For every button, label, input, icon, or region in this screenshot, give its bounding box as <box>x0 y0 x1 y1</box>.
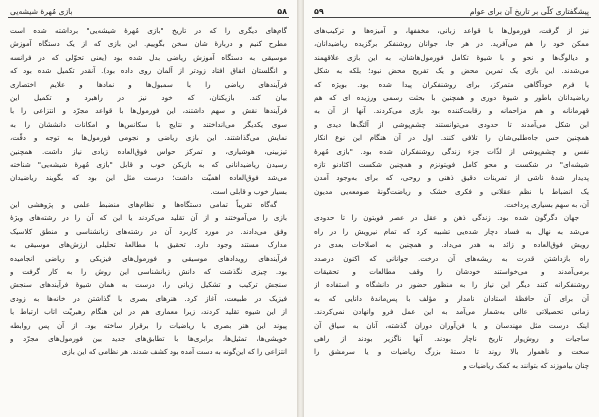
text-line: همچنین حس جاه‌طلبی‌شان را تلافی کنند. اول در آن هنگام این نوع انکار <box>314 133 589 143</box>
text-line: می‌شد به نهال به فساد دچار شده‌یی تشبیه کرد که تمام نیرویش را در راه <box>314 226 589 236</box>
text-line: برمی‌آمدند و می‌خواستند خودشان را وقف مطالعات و تحقیقات <box>314 267 589 277</box>
text-line: شیشه‌ای" در شکست و محو کامل فویتونزم و همچنین شکست اکثادنو تازه <box>314 159 589 169</box>
text-line: خویشی‌ها، تمثیل‌ها، برابری‌ها با تطابق‌های جدید بین فورمول‌های مجرّد و <box>10 333 287 343</box>
text-line: انتزاعی را که این‌گونه به دست آمده بود کشف شدند. هر نظامی که این بازی <box>61 347 287 357</box>
right-page <box>304 0 599 417</box>
running-title: بازی مُهرهٔ شیشه‌یی <box>10 6 73 16</box>
text-line: پدیدار شدهٔ ناشی از تمرینات دقیق ذهنی و روحی، که برای به‌وجود آمدن <box>314 173 589 183</box>
text-line: این شکل می‌آمدند تا حدودی می‌توانستند چشم‌پوشی از آلتگ‌ها دیدی و <box>314 119 589 129</box>
page-number: ۵۹ <box>314 6 324 16</box>
text-line: بسیار خوب و قابلی است. <box>210 186 287 196</box>
text-line: رسیدن ریاضیدانانی که به بازیکن خوب و قابل "بازی مُهرهٔ شیشه‌یی" شناخته <box>10 159 287 169</box>
text-line: فیزیک در طبیعت، آغاز کرد. هنرهای بصری با گذاشتن در خانه‌ها به زودی <box>10 293 287 303</box>
right-page-body <box>312 24 591 372</box>
text-line: یا فرم خودآگاهی متمرکز، برای روشنفکران پیدا شده بود. بویژه که <box>314 79 589 89</box>
text-line: فرآیندهای ریاضی را با سمبول‌ها و نمادها و علایم اختصاری <box>10 79 287 89</box>
left-page-header <box>8 6 289 18</box>
text-line: مطرح کنیم و دربارهٔ شان سخن بگوییم. این بازی که از یک دستگاه آموزش <box>10 39 287 49</box>
text-line: رویش فوق‌العاده و زائد به هدر می‌داد. و همچنین به اصلاحات بعدی در <box>314 240 589 250</box>
text-line: قهرمانانه و هم مزاحمانه و رقابت‌کننده بود بازی می‌کردند. آنها از آن به <box>314 106 589 116</box>
left-page <box>0 0 297 417</box>
text-line: آن، به سهم بسیاری پرداخت. <box>504 200 589 210</box>
text-line: سخت و ناهموار بالا روند تا دستهٔ بزرگ ریاضیات و یا سرمشق را <box>314 347 589 357</box>
book-gutter <box>297 0 304 417</box>
running-title: پیشگفتاری کلّی بر تاریخ آن برای عوام <box>469 6 589 16</box>
text-line: می‌شدند. این بازی یک تمرین محض و یک تفریح محض نبود؛ بلکه به شکل <box>314 66 589 76</box>
text-line: می‌شد فوق‌العاده اهمیّت داشت؛ درست مثل این بود که بگویند ریاضیدان <box>10 173 287 183</box>
text-line: زمانی تحصیلاتی عالی به‌شمار می‌آمد به این عمل فرو وانهادن نمی‌کردند. <box>314 307 589 317</box>
text-line: راه بازداشتن قدرت به ریشه‌های آن درخت. جوانانی که اکنون درصدد <box>314 253 589 263</box>
text-line: بیان کند. بازیکنان، که خود نیز در راهبرد و تکمیل این <box>10 92 287 102</box>
text-line: فرآیندهای رویدادهای موسیقی و فورمول‌های فیزیکی و ریاضی انجامیده <box>10 253 287 263</box>
text-line: موسیقی به دستگاه آموزش ریاضی بدل شده بود (یعنی تحوّلی که در فرانسه <box>10 52 287 62</box>
text-line: گام‌های دیگری را که در تاریخ "بازی مُهرهٔ شیشه‌یی" برداشته شده است <box>10 26 287 35</box>
text-line: تیزبینی، هوشیاری، و تمرکز حواس فوق‌العاده زیادی نیاز داشت. همچنین <box>10 146 287 156</box>
text-line: اینک درست مثل مهندسان و یا فن‌آوران دوران گذشته، آنان به سیاق آن <box>314 320 589 330</box>
text-line: ساجیات و روش‌وار تاریخ ناچار بودند. آنها ناگزیر بودند از راهی <box>314 333 589 343</box>
text-line: آن برای آن حافظهٔ استادان نامدار و مؤلف با پس‌ماندهٔ دانایی که به <box>314 293 589 303</box>
text-line: روشنفکرانه کنند دیگر این نیاز را به منظور حضور در دانشگاه و استفاده از <box>314 280 589 290</box>
text-line: نمایش می‌گذاشتند. این بازی ریاضی و نجومی فورمول‌ها به توجه و دقّت، <box>10 133 287 143</box>
text-line: نفس و چشم‌پوشی از لذّات جزء زندگی روشنفکران شده بود. "بازی مُهرهٔ <box>314 146 589 156</box>
text-line: ممکن خود را هم می‌آفرید. در هر جا، جوانان روشنفکر برگزیده ریاضیدانان، <box>314 39 589 49</box>
text-line: جهان دگرگون شده بود. زندگی ذهن و عقل در عصر فویتون را تا حدودی <box>314 213 579 223</box>
text-line: یک انضباط با نظم عقلانی و فکری خشک و ریاضت‌گونهٔ صومعه‌یی مدیون <box>314 186 589 196</box>
text-line: مدارک مستند وجود دارد. تحقیق با مطالعهٔ تحلیلی ارزش‌های موسیقی به <box>10 240 287 250</box>
text-line: از این شیوه تقلید کردند، زیرا معماری هم در این هنگام رهبریّت اتاب ارتباط با <box>10 307 287 317</box>
text-line: بازی را می‌آموختند و از آن تقلید می‌کردند یا این که آن را در رشته‌های ویژهٔ <box>10 213 287 223</box>
text-line: گه‌گاه تقریباً تمامی دستگاه‌ها و نظام‌های منضبط علمی و پژوهشی این <box>10 200 277 210</box>
text-line: و دیالوگ‌ها و نحو و با شیوهٔ تکامل فورمول‌هاشان، به این بازی علاقهمند <box>314 52 589 62</box>
text-line: و انگلستان اتفاق افتاد زودتر از آلمان روی داده بود). آنقدر تکمیل شده بود که <box>10 66 287 76</box>
text-line: سنجش ترکیب و تشکیل زبانی را، درست به همان شیوهٔ فرآیندهای سنجش <box>10 280 287 290</box>
text-line: نیز از گرفت، فورمول‌ها با قواعد زبانی، مخففها، و آمیزه‌ها و ترکیب‌های <box>314 26 589 35</box>
left-page-body <box>8 24 289 359</box>
text-line: چنان بیاموزند که بتوانند به کمک ریاضیات و <box>463 360 589 370</box>
text-line: فرآیندها نقش و سهم داشتند، این فورمول‌ها با قواعد مجرّد و انتزاعی را با <box>10 106 287 116</box>
text-line: ریاضیدانان باطور و شیوهٔ دوری و همچنین با بحثت رسمی ورزیده ای که هم <box>314 92 589 102</box>
page-number: ۵۸ <box>277 6 287 16</box>
right-page-header <box>312 6 591 18</box>
text-line: پیوند این هنر بصری با ریاضیات را برقرار ساخته بود. از آن پس روابطه <box>10 320 287 330</box>
text-line: وفق می‌دادند. در مورد کاربرد آن در رشته‌های زبانشناسی و منطق کلاسیک <box>10 226 287 236</box>
text-line: بود. چیزی نگذشت که دانش زبانشناسی این روش را به کار گرفت و <box>10 267 287 277</box>
text-line: سوی یکدیگر می‌انداختند و نتایج با سکانس‌ها و امکانات دانششان را به <box>10 119 287 129</box>
